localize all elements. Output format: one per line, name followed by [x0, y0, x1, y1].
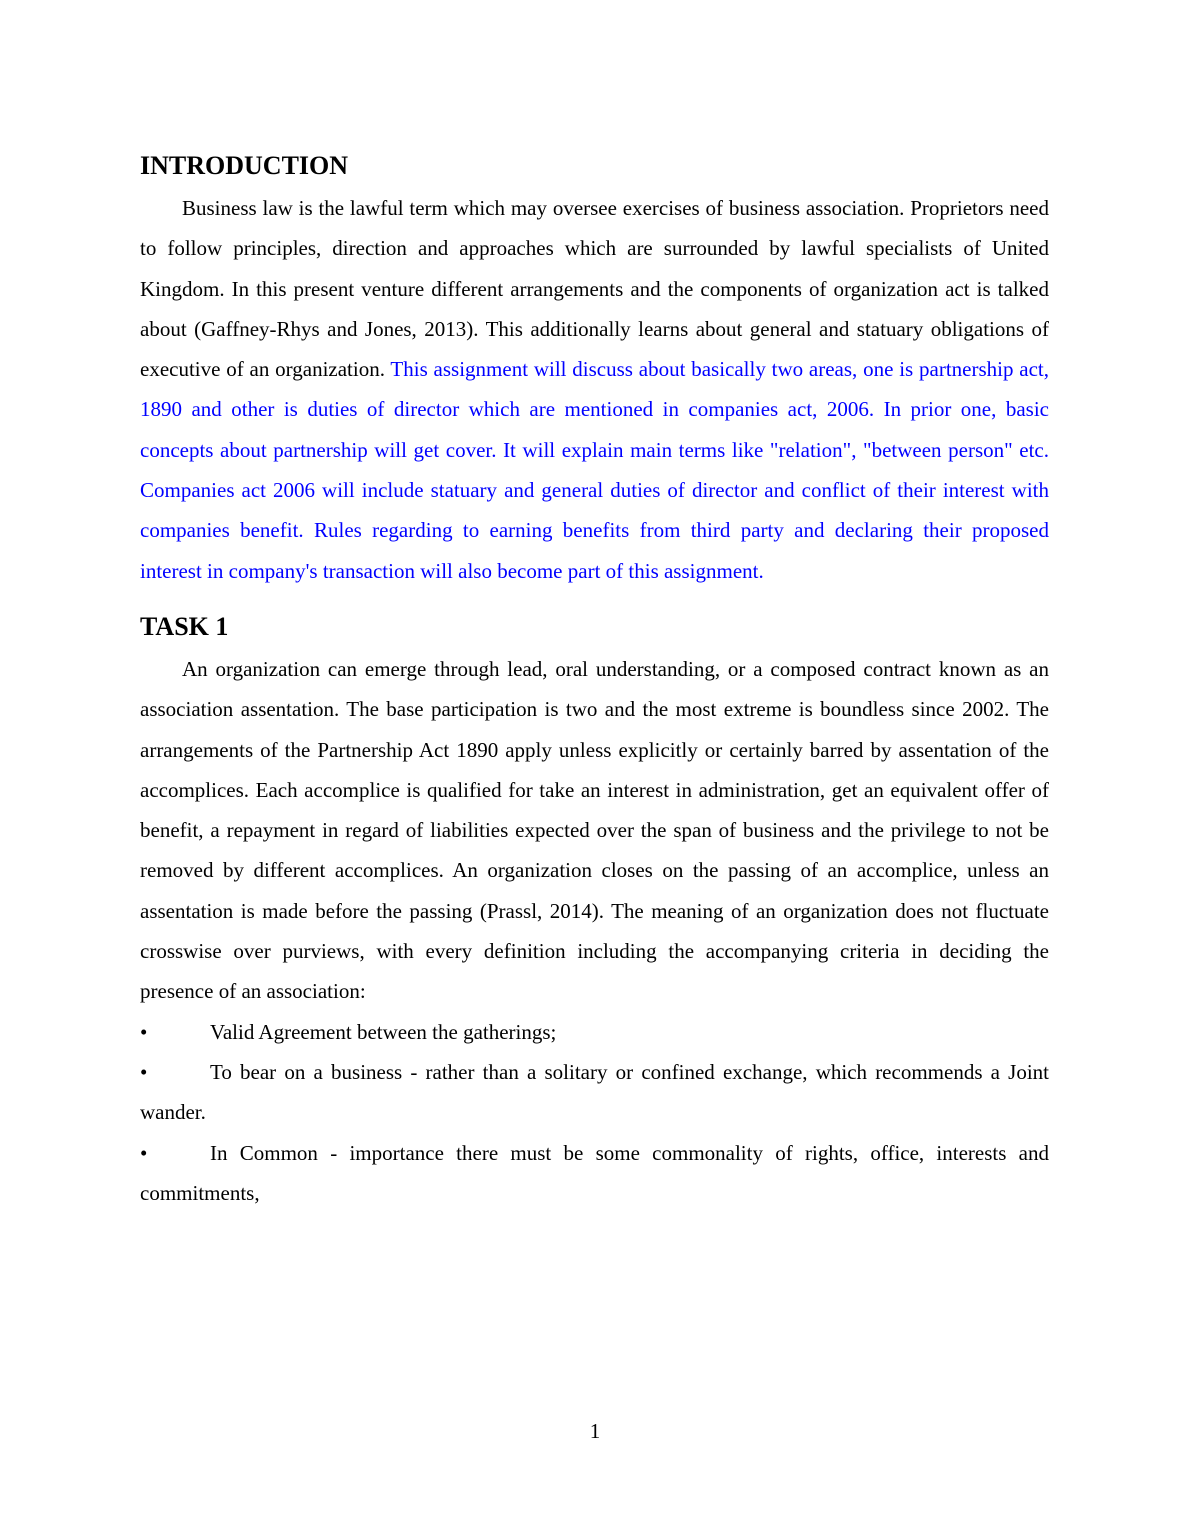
introduction-paragraph [140, 188, 1049, 591]
page-number: 1 [589, 1419, 601, 1443]
introduction-highlighted-text: This assignment will discuss about basically two areas, one is partnership act, 1890 and other is duties of director which are mentioned in companies act, 2006. In prior one, basic concepts about partnership will get cover. It will explain main terms like "relation", "between person" etc. Companies act 2006 will include statuary and general duties of director and conflict of their interest with companies benefit. Rules regarding to earning benefits from third party and declaring their proposed interest in company's transaction will also become part of this assignment. [140, 357, 1049, 583]
bullet-text: In Common - importance there must be some commonality of rights, office, interests and commitments, [140, 1140, 1049, 1205]
bullet-symbol: • [140, 1140, 148, 1165]
introduction-text: Business law is the lawful term which may oversee exercises of business association. Proprietors need to follow principles, direction and approaches which are surrounded by lawful specialists of United Kingdom. In this present venture different arrangements and the components of organization act is talked about (Gaffney-Rhys and Jones, 2013). This additionally learns about general and statuary obligations of executive of an organization. [140, 196, 1049, 382]
bullet-symbol: • [140, 1059, 148, 1084]
page-content [140, 148, 1049, 1213]
introduction-heading: INTRODUCTION [140, 151, 349, 180]
task1-paragraph: An organization can emerge through lead, oral understanding, or a composed contract known as an association assentation. The base participation is two and the most extreme is boundless since 2002. The arrangements of the Partnership Act 1890 apply unless explicitly or certainly barred by assentation of the accomplices. Each accomplice is qualified for take an interest in administration, get an equivalent offer of benefit, a repayment in regard of liabilities expected over the span of business and the privilege to not be removed by different accomplices. An organization closes on the passing of an accomplice, unless an assentation is made before the passing (Prassl, 2014). The meaning of an organization does not fluctuate crosswise over purviews, with every definition including the accompanying criteria in deciding the presence of an association: [140, 656, 1049, 1004]
bullet-symbol: • [140, 1019, 148, 1044]
bullet-item [140, 1012, 1049, 1052]
bullet-item [140, 1052, 1049, 1133]
bullet-text: Valid Agreement between the gatherings; [210, 1019, 557, 1044]
bullet-text: To bear on a business - rather than a solitary or confined exchange, which recommends a Joint wander. [140, 1059, 1049, 1125]
bullet-item [140, 1133, 1049, 1214]
task1-heading: TASK 1 [140, 611, 229, 641]
